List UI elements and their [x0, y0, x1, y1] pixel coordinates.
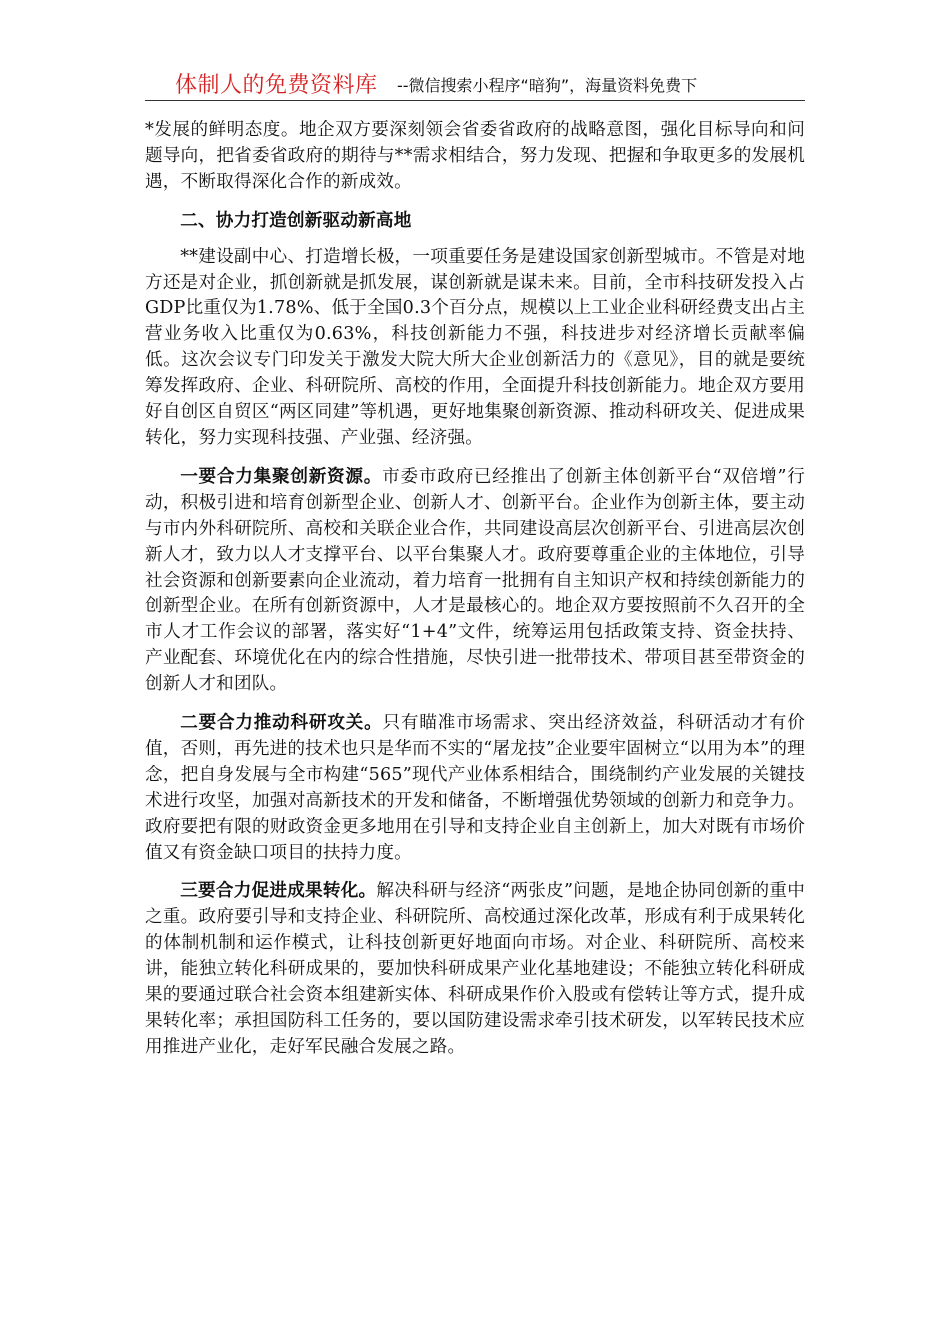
section-heading: 二、协力打造创新驱动新高地: [180, 210, 412, 231]
page-header: [145, 64, 805, 101]
paragraph-point-1: [145, 465, 805, 698]
point-1-lead: 一要合力集聚创新资源。: [180, 466, 383, 487]
point-1-text: 市委市政府已经推出了创新主体创新平台“双倍增”行动，积极引进和培育创新型企业、创新人才、创新平台。企业作为创新主体，要主动与市内外科研院所、高校和关联企业合作，共同建设高层次创新平台、引进高层次创新人才，致力以人才支撑平台、以平台集聚人才。政府要尊重企业的主体地位，引导社会资源和创新要素向企业流动，着力培育一批拥有自主知识产权和持续创新能力的创新型企业。在所有创新资源中，人才是最核心的。地企双方要按照前不久召开的全市人才工作会议的部署，落实好“1+4”文件，统筹运用包括政策支持、资金扶持、产业配套、环境优化在内的综合性措施，尽快引进一批带技术、带项目甚至带资金的创新人才和团队。: [145, 466, 805, 695]
point-3-text: 解决科研与经济“两张皮”问题，是地企协同创新的重中之重。政府要引导和支持企业、科研院所、高校通过深化改革，形成有利于成果转化的体制机制和运作模式，让科技创新更好地面向市场。对企业、科研院所、高校来讲，能独立转化科研成果的，要加快科研成果产业化基地建设；不能独立转化科研成果的要通过联合社会资本组建新实体、科研成果作价入股或有偿转让等方式，提升成果转化率；承担国防科工任务的，要以国防建设需求牵引技术研发，以军转民技术应用推进产业化，走好军民融合发展之路。: [145, 881, 805, 1057]
document-body: [145, 118, 805, 1074]
paragraph-intro: **建设副中心、打造增长极，一项重要任务是建设国家创新型城市。不管是对地方还是对企业，抓创新就是抓发展，谋创新就是谋未来。目前，全市科技研发投入占GDP比重仅为1.78%、低于全国0.3个百分点，规模以上工业企业科研经费支出占主营业务收入比重仅为0.63%，科技创新能力不强，科技进步对经济增长贡献率偏低。这次会议专门印发关于激发大院大所大企业创新活力的《意见》，目的就是要统筹发挥政府、企业、科研院所、高校的作用，全面提升科技创新能力。地企双方要用好自创区自贸区“两区同建”等机遇，更好地集聚创新资源、推动科研攻关、促进成果转化，努力实现科技强、产业强、经济强。: [145, 246, 805, 448]
paragraph-point-3: [145, 879, 805, 1060]
header-brand: 体制人的免费资料库: [175, 73, 378, 98]
header-slogan: --微信搜索小程序“暗狗”，海量资料免费下: [397, 76, 698, 95]
point-2-text: 只有瞄准市场需求、突出经济效益，科研活动才有价值，否则，再先进的技术也只是华而不实的“屠龙技”企业要牢固树立“以用为本”的理念，把自身发展与全市构建“565”现代产业体系相结合，围绕制约产业发展的关键技术进行攻坚，加强对高新技术的开发和储备，不断增强优势领域的创新力和竞争力。政府要把有限的财政资金更多地用在引导和支持企业自主创新上，加大对既有市场价值又有资金缺口项目的扶持力度。: [145, 713, 805, 863]
point-2-lead: 二要合力推动科研攻关。: [180, 713, 383, 734]
paragraph-point-2: [145, 711, 805, 866]
paragraph-continued: *发展的鲜明态度。地企双方要深刻领会省委省政府的战略意图，强化目标导向和问题导向，把省委省政府的期待与**需求相结合，努力发现、把握和争取更多的发展机遇，不断取得深化合作的新成效。: [145, 120, 805, 192]
point-3-lead: 三要合力促进成果转化。: [180, 881, 377, 902]
